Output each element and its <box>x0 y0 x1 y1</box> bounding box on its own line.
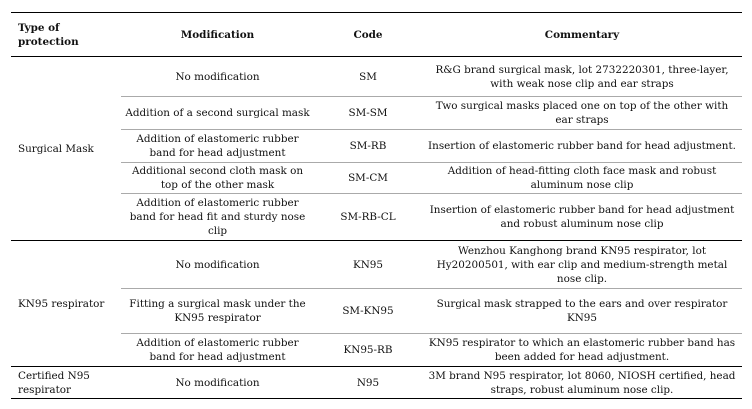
modification-cell: No modification <box>121 57 314 97</box>
modification-cell: Additional second cloth mask on top of the other mask <box>121 163 314 194</box>
table-row <box>11 334 742 367</box>
commentary-cell: Wenzhou Kanghong brand KN95 respirator, lot Hy20200501, with ear clip and medium-strength metal nose clip. <box>422 241 742 289</box>
header-row <box>11 13 742 57</box>
code-cell: N95 <box>314 367 422 399</box>
table-row <box>11 57 742 97</box>
commentary-cell: Insertion of elastomeric rubber band for head adjustment and robust aluminum nose clip <box>422 194 742 241</box>
code-cell: SM <box>314 57 422 97</box>
code-cell: KN95-RB <box>314 334 422 367</box>
commentary-cell: Addition of head-fitting cloth face mask and robust aluminum nose clip <box>422 163 742 194</box>
code-cell: SM-KN95 <box>314 289 422 334</box>
header-type: Type of protection <box>11 13 121 57</box>
table-header <box>11 13 742 57</box>
code-cell: SM-RB <box>314 130 422 163</box>
commentary-cell: R&G brand surgical mask, lot 2732220301, three-layer, with weak nose clip and ear straps <box>422 57 742 97</box>
group-certified-n95: Certified N95 respirator <box>11 367 121 399</box>
modification-cell: Addition of elastomeric rubber band for head adjustment <box>121 130 314 163</box>
table-row <box>11 130 742 163</box>
table-row <box>11 194 742 241</box>
table-row <box>11 163 742 194</box>
modification-cell: Addition of elastomeric rubber band for head fit and sturdy nose clip <box>121 194 314 241</box>
table-row <box>11 97 742 130</box>
modification-cell: Addition of elastomeric rubber band for head adjustment <box>121 334 314 367</box>
code-cell: SM-RB-CL <box>314 194 422 241</box>
code-cell: SM-CM <box>314 163 422 194</box>
modification-cell: No modification <box>121 241 314 289</box>
commentary-cell: Two surgical masks placed one on top of the other with ear straps <box>422 97 742 130</box>
table-row <box>11 367 742 399</box>
modification-cell: Fitting a surgical mask under the KN95 respirator <box>121 289 314 334</box>
protection-table <box>11 12 742 399</box>
commentary-cell: Surgical mask strapped to the ears and over respirator KN95 <box>422 289 742 334</box>
header-commentary: Commentary <box>422 13 742 57</box>
code-cell: KN95 <box>314 241 422 289</box>
table-body <box>11 57 742 399</box>
commentary-cell: 3M brand N95 respirator, lot 8060, NIOSH certified, head straps, robust aluminum nose clip. <box>422 367 742 399</box>
group-kn95-respirator: KN95 respirator <box>11 241 121 367</box>
modification-cell: No modification <box>121 367 314 399</box>
group-surgical-mask: Surgical Mask <box>11 57 121 241</box>
header-code: Code <box>314 13 422 57</box>
code-cell: SM-SM <box>314 97 422 130</box>
table-row <box>11 241 742 289</box>
table-row <box>11 289 742 334</box>
commentary-cell: Insertion of elastomeric rubber band for head adjustment. <box>422 130 742 163</box>
protection-table-container <box>11 12 742 399</box>
header-modification: Modification <box>121 13 314 57</box>
commentary-cell: KN95 respirator to which an elastomeric rubber band has been added for head adjustment. <box>422 334 742 367</box>
modification-cell: Addition of a second surgical mask <box>121 97 314 130</box>
